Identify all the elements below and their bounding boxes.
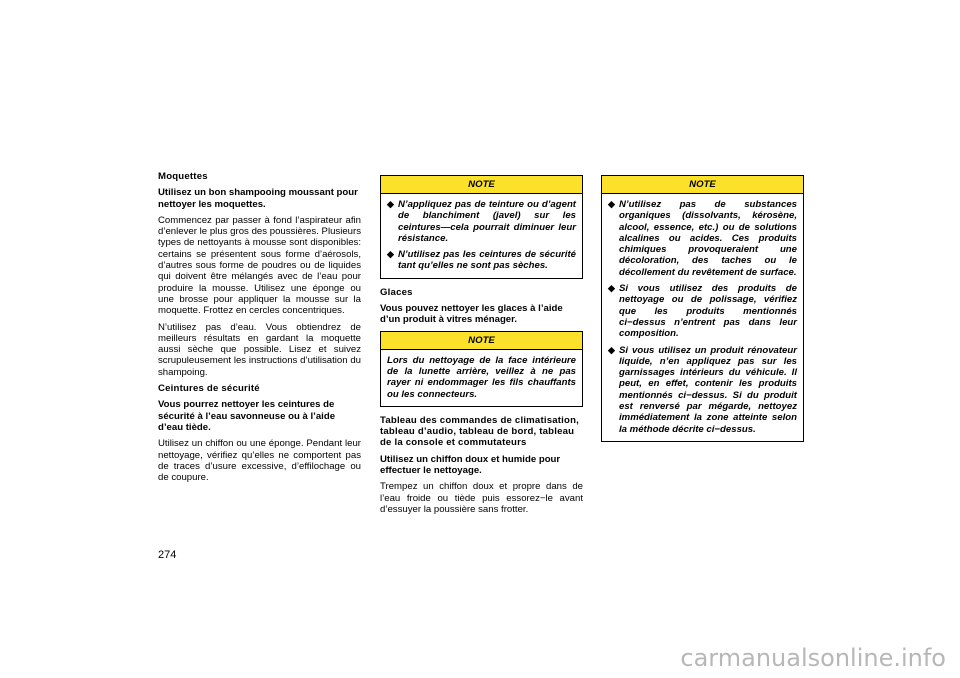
note-box-belts [380, 175, 583, 279]
glass-instruction: Vous pouvez nettoyer les glaces à l’aide d’un produit à vitres ménager. [380, 303, 563, 326]
note-box-glass [380, 331, 583, 407]
note-item [608, 199, 797, 278]
note-item [387, 249, 576, 272]
column-middle [380, 175, 583, 520]
note-body [381, 350, 582, 406]
carpets-paragraph-1: Commencez par passer à fond l’aspirateur afin d’enlever le plus gros des poussières. Plusieurs types de nettoyants à mousse sont disponibles: certains se présentent sous forme d’aérosols, d’autres sous forme de poudres ou de liquides qui doivent être mélangés avec de l’eau pour produire la mousse. Utilisez une éponge ou une brosse pour appliquer la mousse sur la moquette. Frottez en cercles concentriques. [158, 214, 361, 317]
dashboard-instruction: Utilisez un chiffon doux et humide pour effectuer le nettoyage. [380, 453, 561, 477]
note-item-text: Si vous utilisez des produits de nettoyage ou de polissage, vérifiez que les produits mentionnés ci−dessus n’entrent pas dans leur composition. [619, 283, 797, 340]
note-title: NOTE [381, 176, 582, 194]
diamond-bullet-icon: ◆ [387, 249, 394, 260]
note-box-chemicals [601, 175, 804, 442]
note-title: NOTE [602, 176, 803, 194]
carpets-paragraph-2: N’utilisez pas d’eau. Vous obtiendrez de meilleurs résultats en gardant la moquette aussi sèche que possible. Lisez et suivez scrupuleusement les instructions d’utilisation du shampoing. [158, 321, 361, 378]
note-item [608, 345, 797, 435]
heading-glass: Glaces [380, 286, 413, 298]
diamond-bullet-icon: ◆ [387, 199, 394, 209]
note-item [608, 283, 797, 339]
note-body [602, 194, 803, 441]
diamond-bullet-icon: ◆ [608, 344, 615, 355]
note-text: Lors du nettoyage de la face intérieure de la lunette arrière, veillez à ne pas rayer ni endommager les fils chauffants ou les connecteurs. [387, 354, 576, 400]
note-item-text: N’appliquez pas de teinture ou d’agent de blanchiment (javel) sur les ceintures—cela pourrait diminuer leur résistance. [398, 199, 576, 244]
carpets-instruction: Utilisez un bon shampooing moussant pour nettoyer les moquettes. [158, 187, 358, 210]
note-item-text: Si vous utilisez un produit rénovateur liquide, n’en appliquez pas sur les garnissages intérieurs du véhicule. Il peut, en effet, contenir les produits mentionnés ci−dessus. Si du produit est renversé par mégarde, nettoyez immédiatement la zone atteinte selon la méthode décrite ci−dessus. [619, 344, 797, 435]
watermark-text: carmanualsonline.info [680, 644, 946, 672]
dashboard-paragraph-1: Trempez un chiffon doux et propre dans de l’eau froide ou tiède puis essorez−le avant d’essuyer la poussière sans frotter. [380, 481, 583, 515]
column-left [158, 171, 361, 488]
heading-seat-belts: Ceintures de sécurité [158, 383, 260, 395]
note-item-text: N’utilisez pas de substances organiques (dissolvants, kérosène, alcool, essence, etc.) ou de solutions alcalines ou acides. Ces produits chimiques provoqueraient une décoloration, des taches ou le décollement du revêtement de surface. [619, 199, 797, 278]
belts-paragraph-1: Utilisez un chiffon ou une éponge. Pendant leur nettoyage, vérifiez qu’elles ne comportent pas de traces d’usure excessive, d’effilochage ou de coupure. [158, 438, 361, 484]
diamond-bullet-icon: ◆ [608, 283, 615, 294]
page-number: 274 [158, 549, 177, 561]
diamond-bullet-icon: ◆ [608, 199, 615, 209]
note-title: NOTE [381, 332, 582, 350]
note-item-text: N’utilisez pas les ceintures de sécurité tant qu’elles ne sont pas sèches. [398, 249, 576, 272]
note-item [387, 199, 576, 244]
heading-carpets: Moquettes [158, 171, 208, 182]
note-body [381, 194, 582, 278]
column-right [601, 175, 804, 450]
heading-dashboard: Tableau des commandes de climatisation, tableau d’audio, tableau de bord, tableau de la console et commutateurs [380, 414, 580, 449]
belts-instruction: Vous pourrez nettoyer les ceintures de sécurité à l’eau savonneuse ou à l’aide d’eau tiède. [158, 399, 336, 433]
